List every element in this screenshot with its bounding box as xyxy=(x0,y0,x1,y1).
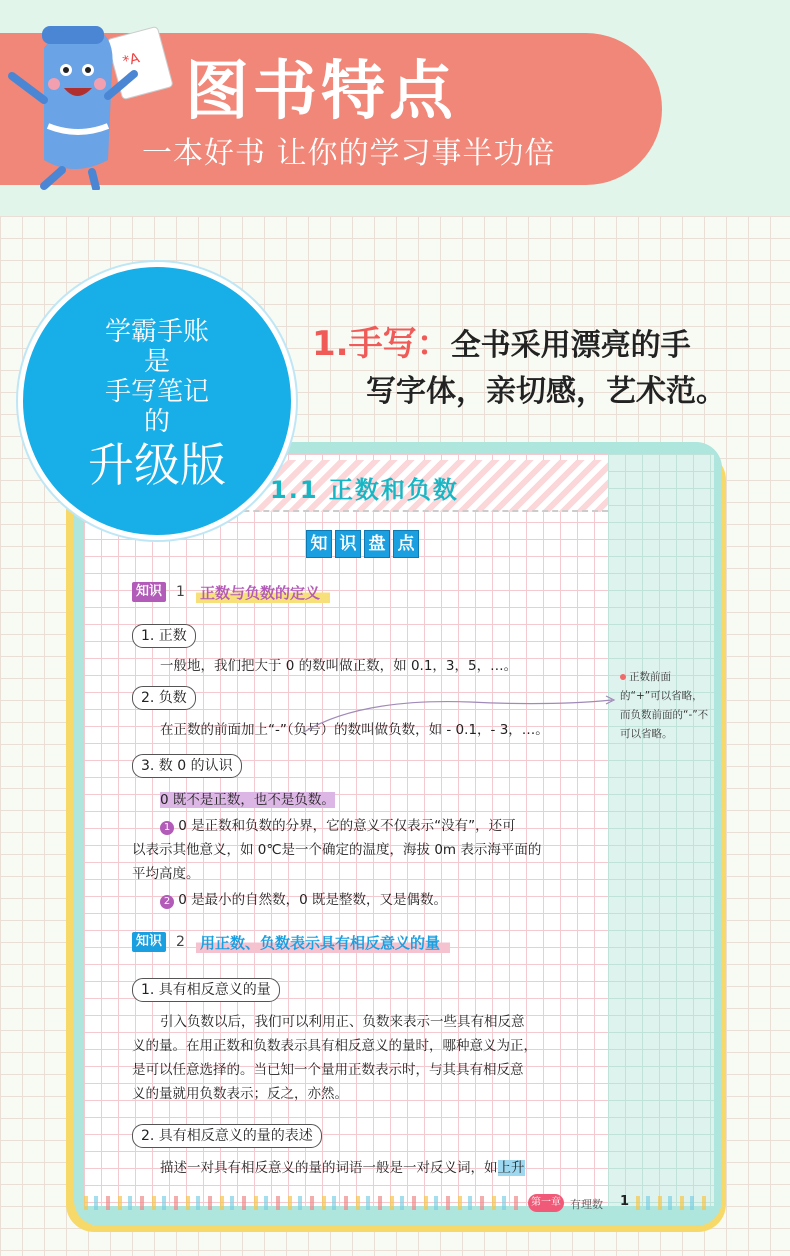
notebook-side-margin xyxy=(608,454,714,1206)
kp-char-3: 盘 xyxy=(364,530,390,558)
text-zero xyxy=(160,788,335,812)
side-note xyxy=(620,668,710,744)
knowledge-tag-2: 知识 xyxy=(132,932,166,952)
footer-decoration xyxy=(84,1196,524,1210)
knowledge-title-1: 正数与负数的定义 xyxy=(196,582,330,603)
zero-item-1-text: 0 是正数和负数的分界，它的意义不仅表示“没有”，还可 xyxy=(178,818,516,834)
opposite-line-4: 义的量就用负数表示；反之，亦然。 xyxy=(132,1086,348,1102)
banner-title: 图书特点 xyxy=(185,55,457,129)
banner-subtitle: 一本好书 让你的学习事半功倍 xyxy=(142,136,556,171)
footer-chapter-name: 有理数 xyxy=(570,1198,603,1211)
feature-number: 1.手写： xyxy=(312,324,451,364)
knowledge-title-2: 用正数、负数表示具有相反意义的量 xyxy=(196,932,450,953)
zero-highlight: 0 既不是正数，也不是负数。 xyxy=(160,792,335,808)
footer-chapter: 第一章 xyxy=(528,1194,564,1212)
badge-line-2: 是 xyxy=(143,347,170,377)
notebook-page xyxy=(84,454,608,1206)
badge-line-5: 升级版 xyxy=(88,438,226,492)
footer-decoration-2 xyxy=(636,1196,706,1210)
expression-text: 描述一对具有相反意义的量的词语一般是一对反义词，如 xyxy=(160,1160,498,1176)
feature-heading xyxy=(312,316,691,365)
pill-positive: 1. 正数 xyxy=(132,624,196,648)
knowledge-tag-1: 知识 xyxy=(132,582,166,602)
pill-zero: 3. 数 0 的认识 xyxy=(132,754,242,778)
zero-item-1 xyxy=(160,814,516,838)
zero-item-1-line3: 平均高度。 xyxy=(132,866,200,882)
opposite-line-1: 引入负数以后，我们可以利用正、负数来表示一些具有相反意 xyxy=(160,1014,525,1030)
kp-char-4: 点 xyxy=(393,530,419,558)
badge-line-3: 手写笔记 xyxy=(104,377,209,407)
kp-char-2: 识 xyxy=(335,530,361,558)
svg-text:*A: *A xyxy=(121,50,142,71)
page-number: 1 xyxy=(620,1194,630,1209)
note-bullet xyxy=(620,674,626,680)
expression-line-1 xyxy=(160,1156,525,1180)
text-negative: 在正数的前面加上“-”（负号）的数叫做负数，如 - 0.1，- 3，…。 xyxy=(160,722,549,738)
upgrade-badge xyxy=(18,262,296,540)
pill-negative: 2. 负数 xyxy=(132,686,196,710)
opposite-line-2: 义的量。在用正数和负数表示具有相反意义的量时，哪种意义为正， xyxy=(132,1038,537,1054)
knowledge-num-1: 1 xyxy=(176,584,185,600)
pill-opposite: 1. 具有相反意义的量 xyxy=(132,978,280,1002)
expression-highlight: 上升 xyxy=(497,1160,525,1176)
knowledge-num-2: 2 xyxy=(176,934,185,950)
badge-line-1: 学霸手账 xyxy=(104,317,209,347)
feature-text-2: 写字体，亲切感，艺术范。 xyxy=(366,374,726,409)
badge-line-4: 的 xyxy=(143,407,170,437)
chapter-title: 1.1 正数和负数 xyxy=(270,476,459,504)
note-arrow xyxy=(300,690,620,740)
page-footer xyxy=(84,1192,714,1214)
zero-item-2-text: 0 是最小的自然数，0 既是整数，又是偶数。 xyxy=(178,892,448,908)
kp-char-1: 知 xyxy=(306,530,332,558)
pill-expression: 2. 具有相反意义的量的表述 xyxy=(132,1124,322,1148)
side-note-text: 正数前面的“+”可以省略，而负数前面的“-”不可以省略。 xyxy=(620,671,709,740)
zero-item-1-line2: 以表示其他意义，如 0℃是一个确定的温度，海拔 0m 表示海平面的 xyxy=(132,842,542,858)
item-badge-2: 2 xyxy=(160,895,174,909)
item-badge-1: 1 xyxy=(160,821,174,835)
knowledge-review-heading xyxy=(306,530,419,558)
opposite-line-3: 是可以任意选择的。当已知一个量用正数表示时，与其具有相反意 xyxy=(132,1062,524,1078)
zero-item-2 xyxy=(160,888,447,912)
feature-text-1: 全书采用漂亮的手 xyxy=(450,328,691,363)
text-positive: 一般地，我们把大于 0 的数叫做正数，如 0.1，3，5，…。 xyxy=(160,658,518,674)
